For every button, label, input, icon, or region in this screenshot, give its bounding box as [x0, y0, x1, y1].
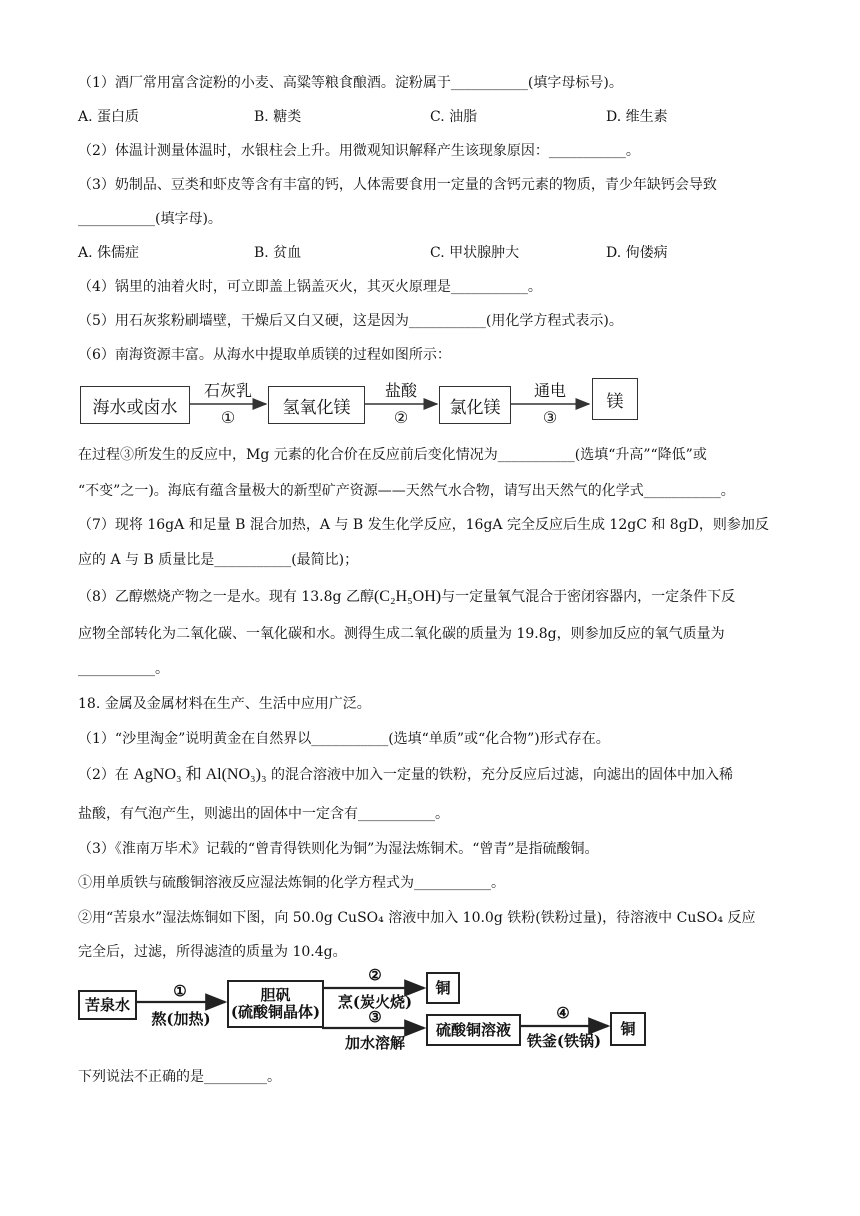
flow2-chalcanthite-note: (硫酸铜晶体) — [230, 1003, 321, 1021]
q17-part3-option-b: B. 贫血 — [254, 245, 302, 261]
q18-part2-line2: 盐酸，有气泡产生，则滤出的固体中一定含有___________。 — [78, 806, 449, 822]
q17-part8-line2: 应物全部转化为二氧化碳、一氧化碳和水。测得生成二氧化碳的质量为 19.8g，则参加反应的氧气质量为 — [78, 626, 725, 642]
flow1-arrow1-step: ① — [220, 408, 236, 427]
flow2-step4-number: ④ — [556, 1004, 570, 1022]
q18-question: 下列说法不正确的是_________。 — [78, 1069, 281, 1085]
q17-part1-option-a: A. 蛋白质 — [78, 109, 140, 125]
flow2-step3-number: ③ — [368, 1008, 382, 1026]
flow2-step2-label: 烹(炭火烧) — [337, 993, 413, 1011]
q17-part4: （4）锅里的油着火时，可立即盖上锅盖灭火，其灭火原理是___________。 — [78, 279, 542, 295]
flow1-arrow3-condition: 通电 — [533, 381, 566, 400]
q17-part8-text-a: （8）乙醇燃烧产物之一是水。现有 13.8g 乙醇 — [78, 589, 374, 605]
flow2-step3-label: 加水溶解 — [344, 1034, 405, 1052]
flow1-box-seawater: 海水或卤水 — [80, 386, 190, 424]
q18-part1: （1）“沙里淘金”说明黄金在自然界以___________(选填“单质”或“化合物”)形式存在。 — [78, 731, 610, 747]
flow1-box-magnesium: 镁 — [592, 378, 638, 420]
q17-part5: （5）用石灰浆粉刷墙壁，干燥后又白又硬，这是因为___________(用化学方程式表示)。 — [78, 313, 623, 329]
q18-title: 18. 金属及金属材料在生产、生活中应用广泛。 — [78, 696, 371, 712]
q17-part1-option-c: C. 油脂 — [430, 109, 478, 125]
q18-part3-sub2-line1: ②用“苦泉水”湿法炼铜如下图，向 50.0g CuSO₄ 溶液中加入 10.0g 铁粉(铁粉过量)，待溶液中 CuSO₄ 反应 — [78, 910, 756, 926]
q17-part6-line2: “不变”之一)。海底有蕴含量极大的新型矿产资源——天然气水合物，请写出天然气的化学式___________。 — [78, 483, 735, 499]
q17-part7-line1: （7）现将 16gA 和足量 B 混合加热，A 与 B 发生化学反应，16gA 完全反应后生成 12gC 和 8gD，则参加反 — [78, 517, 769, 533]
q17-part8-line3: ___________。 — [78, 661, 169, 677]
q17-part8-text-b: 与一定量氧气混合于密闭容器内，一定条件下反 — [441, 589, 736, 605]
flow2-box-copper-b: 铜 — [610, 1012, 646, 1046]
q18-part3-sub1: ①用单质铁与硫酸铜溶液反应湿法炼铜的化学方程式为___________。 — [78, 875, 505, 891]
q17-part2: （2）体温计测量体温时，水银柱会上升。用微观知识解释产生该现象原因：___________。 — [78, 143, 640, 159]
flow1-arrow1-reagent: 石灰乳 — [203, 381, 252, 400]
flow2-step2-number: ② — [368, 966, 382, 984]
ethanol-formula: (C₂H₅OH) — [373, 588, 442, 605]
flow2-box-bitter-spring-water: 苦泉水 — [78, 990, 137, 1020]
q17-part3-option-d: D. 佝偻病 — [606, 245, 668, 261]
flow1-arrow2-reagent: 盐酸 — [384, 381, 417, 400]
q17-part3-line1: （3）奶制品、豆类和虾皮等含有丰富的钙，人体需要食用一定量的含钙元素的物质，青少年缺钙会导致 — [78, 177, 717, 193]
q17-part1-option-b: B. 糖类 — [254, 109, 302, 125]
flow2-step4-label: 铁釜(铁锅) — [526, 1032, 602, 1050]
flow2-box-copper-sulfate-solution: 硫酸铜溶液 — [426, 1014, 521, 1046]
q17-part1-option-d: D. 维生素 — [606, 109, 668, 125]
nitrate-formulas: AgNO₃ 和 Al(NO₃)₃ — [133, 766, 267, 783]
flow1-box-magnesium-hydroxide: 氢氧化镁 — [268, 386, 365, 424]
q17-part3-option-c: C. 甲状腺肿大 — [430, 245, 520, 261]
flow2-step1-number: ① — [173, 982, 187, 1000]
q17-part6-line1: 在过程③所发生的反应中，Mg 元素的化合价在反应前后变化情况为___________(选填“升高”“降低”或 — [78, 447, 707, 463]
q18-part2-text-a: （2）在 — [78, 767, 134, 783]
flow1-arrow2-step: ② — [393, 408, 409, 427]
q17-part3-option-a: A. 侏儒症 — [78, 245, 140, 261]
q18-part3-sub2-line2: 完全后，过滤，所得滤渣的质量为 10.4g。 — [78, 944, 347, 960]
flow1-box-magnesium-chloride: 氯化镁 — [439, 386, 511, 424]
flow2-box-chalcanthite — [227, 980, 324, 1028]
flow2-step1-label: 熬(加热) — [151, 1010, 211, 1028]
q18-part2-text-b: 的混合溶液中加入一定量的铁粉，充分反应后过滤，向滤出的固体中加入稀 — [266, 767, 733, 783]
flow1-arrow3-step: ③ — [542, 408, 558, 427]
q17-part7-line2: 应的 A 与 B 质量比是___________(最简比)； — [78, 552, 359, 568]
flow2-box-copper-a: 铜 — [426, 972, 460, 1004]
q17-part1: （1）酒厂常用富含淀粉的小麦、高粱等粮食酿酒。淀粉属于___________(填字母标号)。 — [78, 75, 623, 91]
q17-part3-line2: ___________(填字母)。 — [78, 211, 222, 227]
flow2-chalcanthite-name: 胆矾 — [260, 986, 291, 1004]
q17-part6: （6）南海资源丰富。从海水中提取单质镁的过程如图所示： — [78, 347, 451, 363]
q18-part3: （3）《淮南万毕术》记载的“曾青得铁则化为铜”为湿法炼铜术。“曾青”是指硫酸铜。 — [78, 841, 599, 857]
